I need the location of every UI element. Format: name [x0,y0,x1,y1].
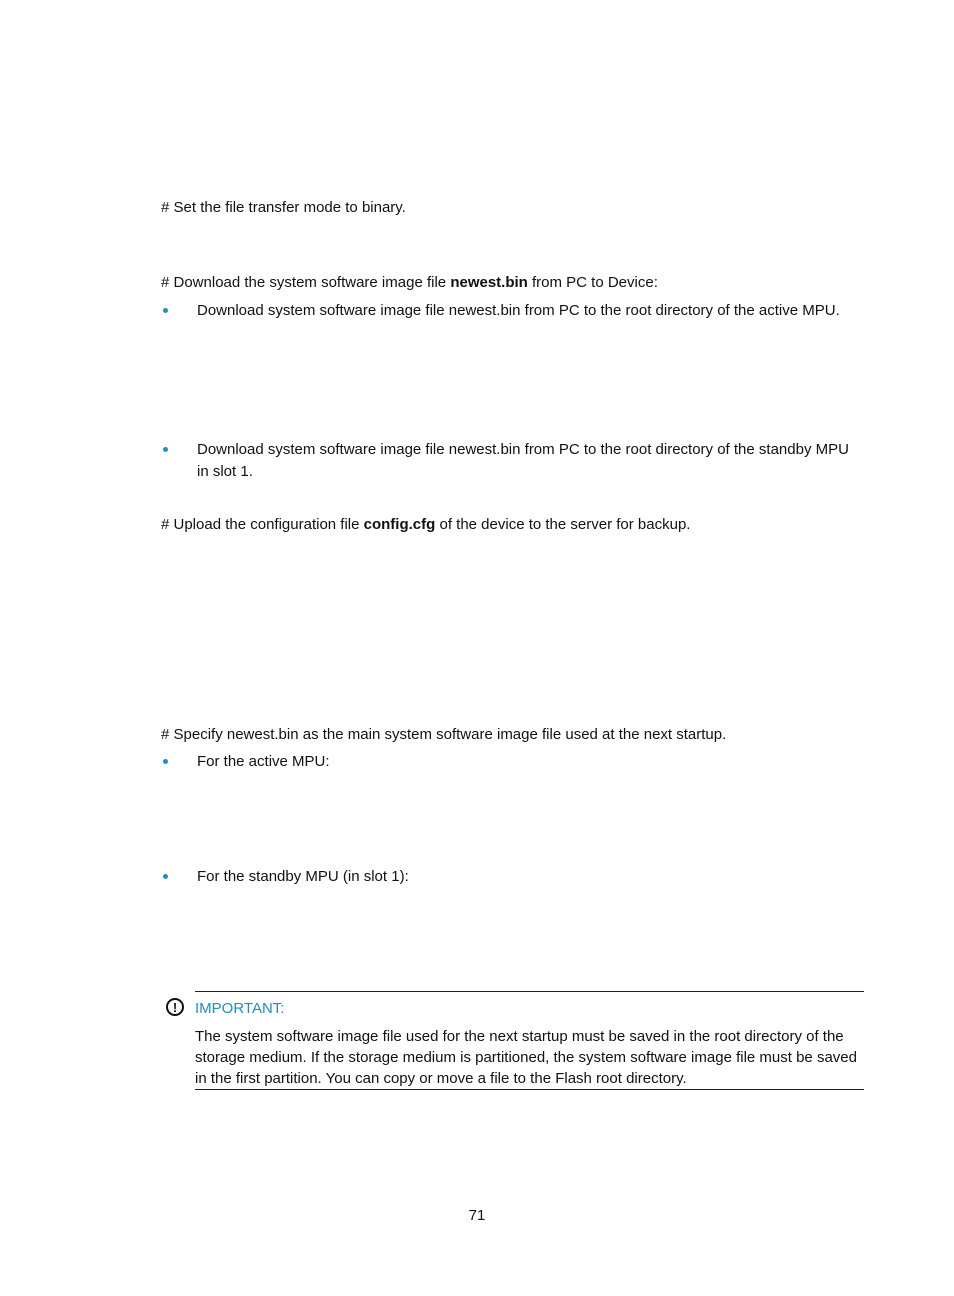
important-label: IMPORTANT: [195,1000,285,1017]
step-upload-filename: config.cfg [363,516,436,533]
download-bullet-standby-mpu-cont: in slot 1. [197,463,253,480]
step-set-transfer-mode: # Set the file transfer mode to binary. [161,199,406,216]
bullet-icon [163,447,168,452]
step-download-filename: newest.bin [450,274,528,291]
important-text: The system software image file used for the next startup must be saved in the root directory of the storage medium. If the storage medium is partitioned, the system software image file must be saved in the first partition. You can copy or move a file to the Flash root directory. [195,1028,857,1087]
step-upload [161,514,690,535]
page-number: 71 [468,1207,486,1224]
step-download [161,272,658,293]
step-upload-suffix: of the device to the server for backup. [435,516,691,533]
bullet-icon [163,759,168,764]
exclamation-circle-icon: ! [166,998,184,1016]
bullet-icon [163,308,168,313]
step-specify-startup: # Specify newest.bin as the main system software image file used at the next startup. [161,726,727,743]
step-upload-prefix: # Upload the configuration file [161,516,364,533]
bullet-icon [163,874,168,879]
step-download-suffix: from PC to Device: [527,274,658,291]
step-download-prefix: # Download the system software image file [161,274,451,291]
specify-bullet-active-mpu: For the active MPU: [197,753,330,770]
specify-bullet-standby-mpu: For the standby MPU (in slot 1): [197,868,409,885]
download-bullet-standby-mpu: Download system software image file newest.bin from PC to the root directory of the standby MPU [197,441,849,458]
important-top-rule [195,991,864,992]
download-bullet-active-mpu: Download system software image file newest.bin from PC to the root directory of the active MPU. [197,302,840,319]
important-bottom-rule [195,1089,864,1090]
